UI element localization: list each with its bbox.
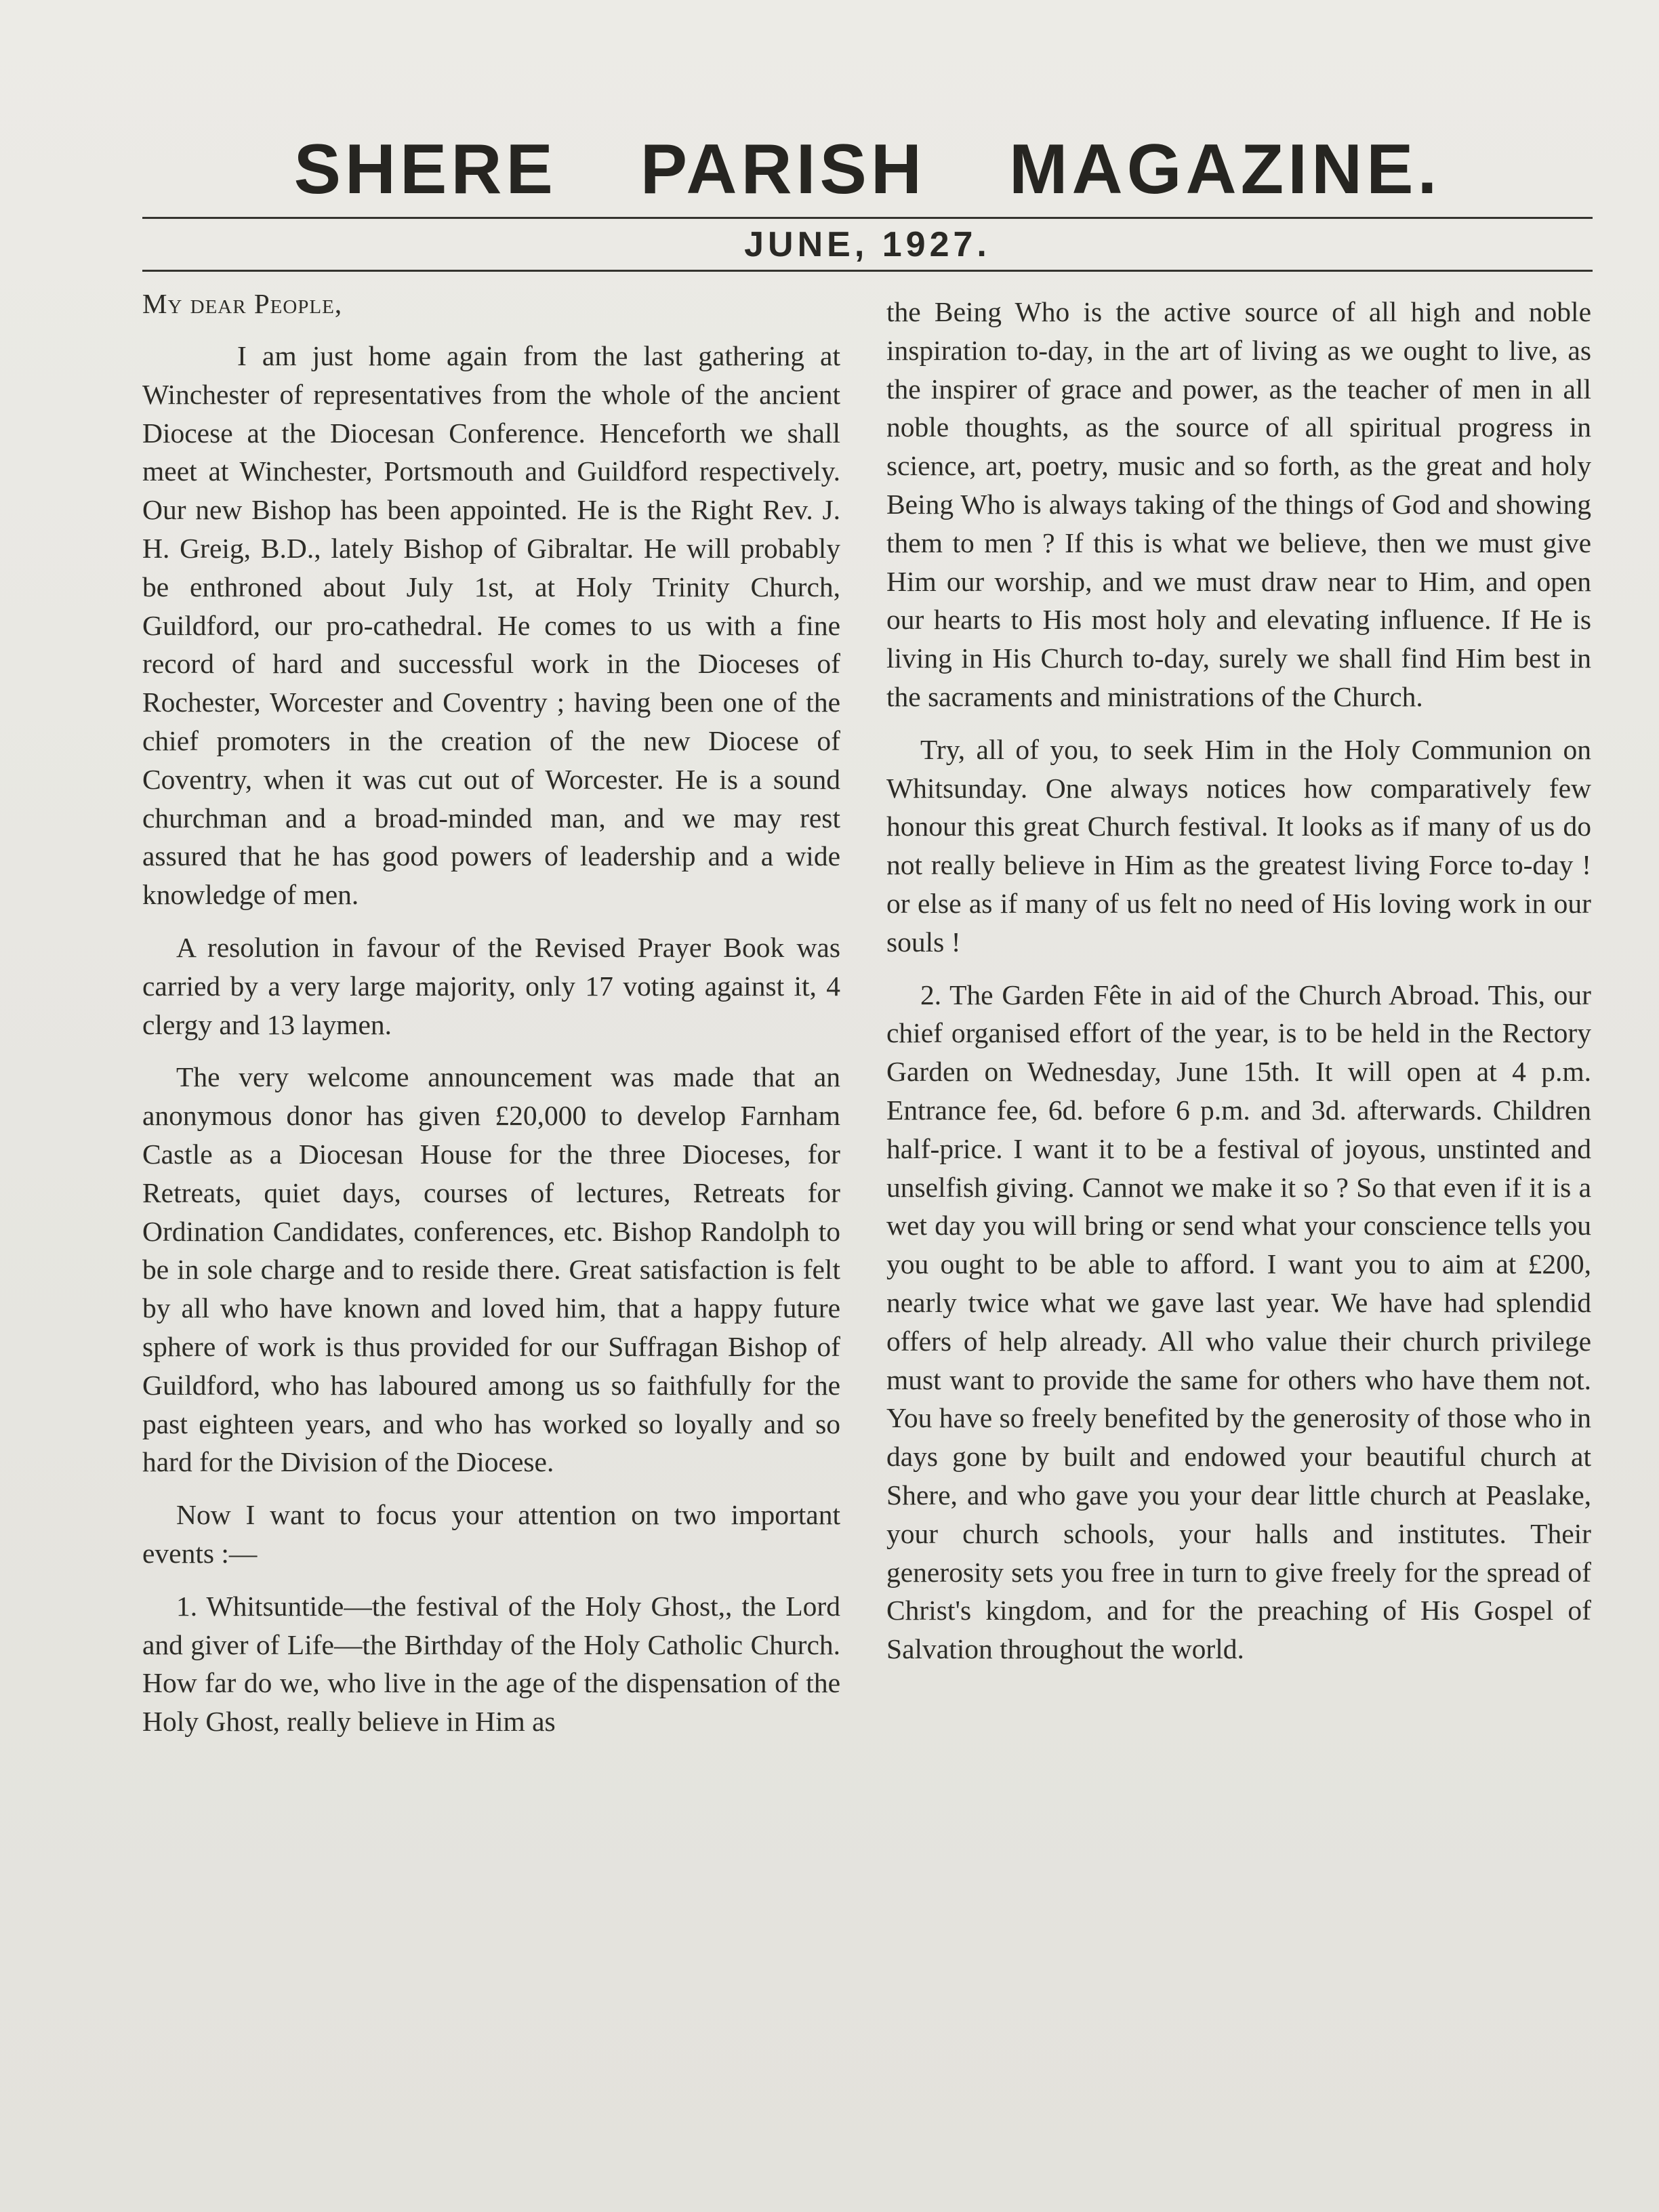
title-rule [142,217,1593,219]
masthead [142,122,1593,264]
paragraph-whitsunday-communion: Try, all of you, to seek Him in the Holy Communion on Whitsunday. One always notices how comparatively few honour this great Church festival. It looks as if many of us do not really believe in Him as the greatest living Force to-day ! or else as if many of us felt no need of His loving work in our souls ! [886,733,1591,958]
issue-rule [142,270,1593,272]
left-column [142,285,840,1741]
paragraph-whitsuntide: 1. Whitsuntide—the festival of the Holy Ghost,, the Lord and giver of Life—the Birthday of the Holy Catholic Church. How far do we, who live in the age of the dispensation of the Holy Ghost, really believe in Him as [142,1590,840,1738]
paragraph-holy-ghost-continued: the Being Who is the active source of all high and noble inspiration to-day, in the art of living as we ought to live, as the inspirer of grace and power, as the teacher of men in all noble thoughts, as the source of all spiritual progress in science, art, poetry, music and so forth, as the great and holy Being Who is always taking of the things of God and showing them to men ? If this is what we believe, then we must give Him our worship, and we must draw near to Him, and open our hearts to His most holy and elevating influence. If He is living in His Church to-day, surely we shall find Him best in the sacraments and ministrations of the Church. [886,296,1591,712]
paragraph-farnham-castle: The very welcome announcement was made that an anonymous donor has given £20,000 to develop Farnham Castle as a Diocesan House for the three Dioceses, for Retreats, quiet days, courses of lectures, Retreats for Ordination Candidates, conferences, etc. Bishop Randolph to be in sole charge and to reside there. Great satisfaction is felt by all who have known and loved him, that a happy future sphere of work is thus provided for our Suffragan Bishop of Guildford, who has laboured among us so faithfully for the past eighteen years, and who has worked so loyally and so hard for the Division of the Diocese. [142,1061,840,1478]
salutation: My dear People, [142,288,343,319]
right-column [886,293,1591,1668]
magazine-title: SHERE PARISH MAGAZINE. [293,130,1441,209]
issue-date: JUNE, 1927. [744,225,991,264]
paragraph-prayer-book: A resolution in favour of the Revised Prayer Book was carried by a very large majority, only 17 voting against it, 4 clergy and 13 laymen. [142,931,840,1040]
paragraph-garden-fete: 2. The Garden Fête in aid of the Church Abroad. This, our chief organised effort of the year, is to be held in the Rectory Garden on Wednesday, June 15th. It will open at 4 p.m. Entrance fee, 6d. before 6 p.m. and 3d. afterwards. Children half-price. I want it to be a festival of joyous, unstinted and unselfish giving. Cannot we make it so ? So that even if it is a wet day you will bring or send what your conscience tells you you ought to be able to afford. I want you to aim at £200, nearly twice what we gave last year. We have had splendid offers of help already. All who value their church privilege must want to provide the same for others who have them not. You have so freely benefited by the generosity of those who in days gone by built and endowed your beautiful church at Shere, and who gave you your dear little church at Peaslake, your church schools, your halls and institutes. Their generosity sets you free in turn to give freely for the spread of Christ's kingdom, and for the preaching of His Gospel of Salvation throughout the world. [886,979,1591,1665]
paragraph-conference: I am just home again from the last gathering at Winchester of representatives from the whole of the ancient Diocese at the Diocesan Conference. Henceforth we shall meet at Winchester, Portsmouth and Guildford respectively. Our new Bishop has been appointed. He is the Right Rev. J. H. Greig, B.D., lately Bishop of Gibraltar. He will probably be enthroned about July 1st, at Holy Trinity Church, Guildford, our pro-cathedral. He comes to us with a fine record of hard and successful work in the Dioceses of Rochester, Worcester and Coventry ; having been one of the chief promoters in the creation of the new Diocese of Coventry, when it was cut out of Worcester. He is a sound churchman and a broad-minded man, and we may rest assured that he has good powers of leadership and a wide knowledge of men. [142,340,840,911]
paragraph-two-events: Now I want to focus your attention on two important events :— [142,1499,840,1569]
